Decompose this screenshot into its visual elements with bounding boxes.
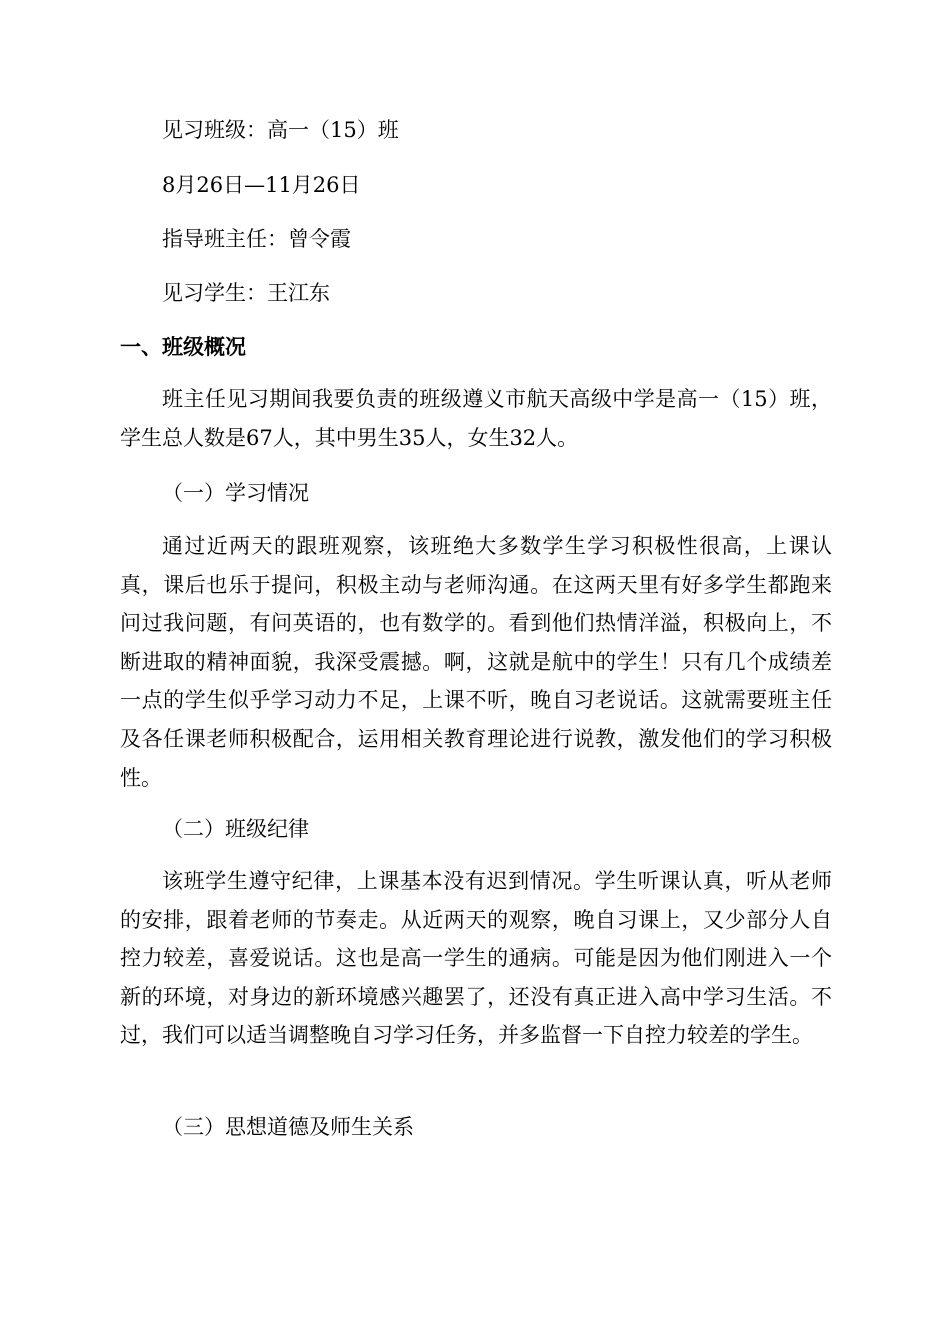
subsection-heading-morality: （三）思想道德及师生关系 xyxy=(162,1115,414,1139)
teacher-line: 指导班主任：曾令霞 xyxy=(162,227,351,251)
intro-paragraph: 班主任见习期间我要负责的班级遵义市航天高级中学是高一（15）班，学生总人数是67人，其中男生35人，女生32人。 xyxy=(120,387,832,450)
date-line: 8月26日—11月26日 xyxy=(162,173,361,197)
section-heading: 一、班级概况 xyxy=(120,334,246,359)
subsection-heading-discipline: （二）班级纪律 xyxy=(162,817,309,841)
class-line: 见习班级：高一（15）班 xyxy=(162,118,399,142)
discipline-paragraph: 该班学生遵守纪律，上课基本没有迟到情况。学生听课认真，听从老师的安排，跟着老师的节奏走。从近两天的观察，晚自习课上，又少部分人自控力较差，喜爱说话。这也是高一学生的通病。可能是因为他们刚进入一个新的环境，对身边的新环境感兴趣罢了，还没有真正进入高中学习生活。不过，我们可以适当调整晚自习学习任务，并多监督一下自控力较差的学生。 xyxy=(120,869,832,1048)
student-line: 见习学生：王江东 xyxy=(162,281,330,305)
subsection-heading-study: （一）学习情况 xyxy=(162,481,309,505)
study-paragraph: 通过近两天的跟班观察，该班绝大多数学生学习积极性很高，上课认真，课后也乐于提问，积极主动与老师沟通。在这两天里有好多学生都跑来问过我问题，有问英语的，也有数学的。看到他们热情洋溢，积极向上，不断进取的精神面貌，我深受震撼。啊，这就是航中的学生！只有几个成绩差一点的学生似乎学习动力不足，上课不听，晚自习老说话。这就需要班主任及各任课老师积极配合，运用相关教育理论进行说教，激发他们的学习积极性。 xyxy=(120,534,832,790)
